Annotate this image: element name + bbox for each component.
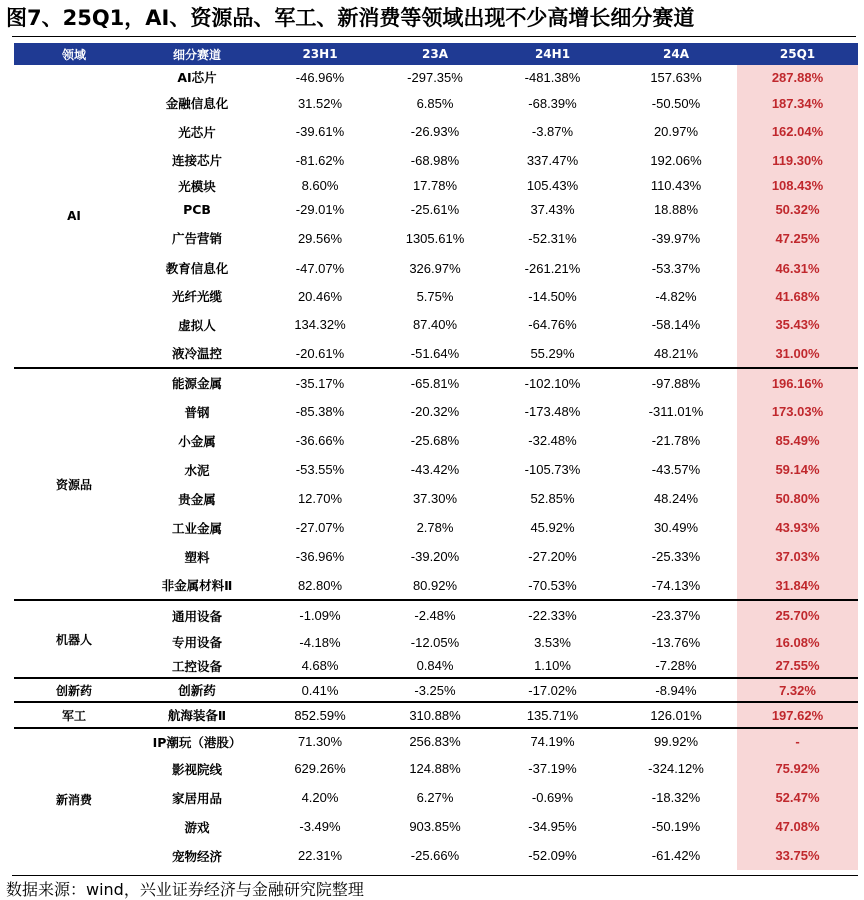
subsector-cell: IP潮玩（港股） [134,728,260,754]
value-cell: 37.43% [530,202,575,217]
table-row [14,310,858,339]
value-cell: -0.69% [531,790,574,805]
table-row [14,282,858,310]
value-cell: -47.07% [295,260,345,276]
value-cell: -58.14% [651,317,701,332]
subsector-cell: 小金属 [178,433,216,449]
subsector-cell: 工业金属 [171,520,222,536]
table-row [14,174,858,197]
value-cell: 337.47% [526,152,579,168]
domain-cell: 资源品 [14,368,134,600]
subsector-cell: 贵金属 [178,491,216,507]
subsector-cell: AI芯片 [177,70,217,85]
value-cell: -27.20% [528,549,577,564]
value-cell: -36.66% [295,433,345,448]
value-cell: 110.43% [650,178,702,193]
value-cell: -102.10% [490,368,615,397]
value-cell: -43.57% [651,462,701,477]
domain-cell: AI [67,209,81,223]
value-cell: -297.35% [407,69,463,85]
source-note: 数据来源：wind，兴业证券经济与金融研究院整理 [6,880,364,899]
value-cell: -81.62% [295,152,345,168]
domain-cell: 新消费 [14,728,134,870]
q1-value-cell: 75.92% [737,754,858,783]
domain-cell: 创新药 [14,678,134,702]
value-cell: -21.78% [651,433,701,448]
q1-value-cell: 85.49% [737,426,858,455]
value-cell: -27.07% [295,520,345,535]
value-cell: 1305.61% [405,230,465,246]
value-cell: -311.01% [648,404,704,419]
subsector-cell: 航海装备Ⅱ [134,702,260,728]
value-cell: 12.70% [297,491,343,506]
value-cell: 74.19% [490,728,615,754]
subsector-cell: 虚拟人 [178,317,216,333]
header-cell: 24A [615,43,737,65]
value-cell: -3.25% [380,678,490,702]
value-cell: 22.31% [297,848,343,863]
value-cell: -64.76% [528,317,577,332]
value-cell: -43.42% [410,462,460,477]
value-cell: 0.84% [416,658,454,673]
header-cell: 25Q1 [737,43,858,65]
value-cell: -17.02% [490,678,615,702]
value-cell: -46.96% [295,69,345,85]
table-row [14,89,858,117]
value-cell: -25.33% [651,549,701,564]
value-cell: -32.48% [528,433,577,448]
header-cell: 23A [380,43,490,65]
header-cell: 24H1 [490,43,615,65]
q1-value-cell: 37.03% [737,542,858,571]
subsector-cell: 宠物经济 [171,848,222,864]
value-cell: -65.81% [380,368,490,397]
value-cell: -97.88% [615,368,737,397]
q1-value-cell: 119.30% [737,146,858,174]
table-row [14,368,858,397]
value-cell: -25.68% [410,433,460,448]
table-row [14,841,858,870]
subsector-cell: 能源金属 [134,368,260,397]
q1-value-cell: 59.14% [737,455,858,484]
value-cell: -70.53% [528,577,577,593]
value-cell: 55.29% [530,345,575,361]
table-row [14,222,858,254]
q1-value-cell: 50.80% [737,484,858,513]
table-row [14,678,858,702]
subsector-cell: 普钢 [184,404,210,420]
table-row [14,197,858,222]
value-cell: -34.95% [528,819,577,834]
value-cell: 18.88% [653,202,699,217]
value-cell: -37.19% [528,761,577,776]
value-cell: -13.76% [651,634,701,650]
domain-cell: 军工 [14,702,134,728]
value-cell: 3.53% [534,634,571,650]
subsector-cell: 专用设备 [171,635,222,650]
q1-value-cell: 25.70% [737,600,858,630]
value-cell: -4.82% [655,288,697,304]
value-cell: -61.42% [651,848,701,863]
value-cell: -324.12% [648,761,704,776]
value-cell: -39.61% [295,124,345,139]
value-cell: -26.93% [410,124,460,139]
value-cell: -39.97% [651,230,701,246]
table-row [14,455,858,484]
subsector-cell: 光模块 [178,178,216,194]
value-cell: -25.61% [410,202,460,217]
table-row [14,65,858,89]
value-cell: 48.24% [653,491,699,506]
table-row [14,702,858,728]
value-cell: 29.56% [297,230,343,246]
table-row [14,513,858,542]
value-cell: -20.61% [295,345,345,361]
value-cell: -39.20% [410,549,460,564]
value-cell: 20.46% [297,288,343,304]
value-cell: 2.78% [416,520,454,535]
table-row [14,783,858,812]
value-cell: 6.27% [416,790,454,805]
value-cell: -50.50% [651,95,701,111]
value-cell: 105.43% [526,178,579,193]
table-row [14,117,858,146]
value-cell: -25.66% [410,848,460,863]
value-cell: 4.20% [301,790,339,805]
growth-table [14,43,858,870]
value-cell: 5.75% [416,288,454,304]
table-row [14,654,858,678]
subsector-cell: 连接芯片 [171,153,222,168]
subsector-cell: PCB [183,202,211,217]
value-cell: 134.32% [294,317,346,332]
value-cell: 99.92% [615,728,737,754]
value-cell: -481.38% [524,69,581,85]
q1-value-cell: 47.08% [737,812,858,841]
value-cell: 126.01% [615,702,737,728]
value-cell: -261.21% [524,260,581,276]
subsector-cell: 光纤光缆 [171,289,222,304]
subsector-cell: 水泥 [184,462,210,478]
bottom-divider [12,875,858,876]
value-cell: -52.31% [528,230,577,246]
table-row [14,812,858,841]
value-cell: -22.33% [490,600,615,630]
q1-value-cell: 16.08% [737,630,858,654]
value-cell: 256.83% [380,728,490,754]
subsector-cell: 非金属材料Ⅱ [161,578,233,593]
value-cell: 30.49% [653,520,699,535]
table-row [14,600,858,630]
q1-value-cell: 31.00% [737,339,858,368]
value-cell: 45.92% [530,520,575,535]
figure-title: 图7、25Q1，AI、资源品、军工、新消费等领域出现不少高增长细分赛道 [6,6,695,30]
header-cell: 领域 [14,43,134,65]
value-cell: -50.19% [651,819,701,834]
header-cell: 细分赛道 [134,43,260,65]
value-cell: -53.37% [651,260,701,276]
subsector-cell: 工控设备 [171,658,222,674]
q1-value-cell: 196.16% [737,368,858,397]
q1-value-cell: - [737,728,858,754]
subsector-cell: 影视院线 [171,761,222,777]
q1-value-cell: 35.43% [737,310,858,339]
q1-value-cell: 7.32% [737,678,858,702]
value-cell: -8.94% [615,678,737,702]
table-row [14,542,858,571]
value-cell: -3.87% [531,124,574,139]
value-cell: -7.28% [655,658,697,673]
value-cell: -12.05% [410,634,460,650]
table-row [14,146,858,174]
value-cell: -68.98% [410,152,460,168]
subsector-cell: 家居用品 [171,790,222,806]
q1-value-cell: 31.84% [737,571,858,600]
table-row [14,571,858,600]
value-cell: 37.30% [412,491,458,506]
value-cell: 157.63% [650,69,702,85]
q1-value-cell: 173.03% [737,397,858,426]
table-row [14,339,858,368]
value-cell: 6.85% [416,95,454,111]
title-divider [12,36,856,37]
value-cell: 310.88% [380,702,490,728]
q1-value-cell: 46.31% [737,254,858,282]
value-cell: -35.17% [260,368,380,397]
value-cell: 4.68% [301,658,339,673]
value-cell: -53.55% [295,462,345,477]
subsector-cell: 光芯片 [178,124,216,140]
value-cell: 326.97% [409,260,461,276]
subsector-cell: 广告营销 [171,231,222,246]
value-cell: 52.85% [530,491,575,506]
table-row [14,484,858,513]
q1-value-cell: 47.25% [737,222,858,254]
table-row [14,754,858,783]
q1-value-cell: 108.43% [737,174,858,197]
value-cell: 135.71% [490,702,615,728]
value-cell: 1.10% [534,658,571,673]
q1-value-cell: 287.88% [737,65,858,89]
header-cell: 23H1 [260,43,380,65]
value-cell: -20.32% [410,404,460,419]
table-row [14,254,858,282]
value-cell: 82.80% [297,577,343,593]
subsector-cell: 教育信息化 [165,261,229,276]
q1-value-cell: 52.47% [737,783,858,812]
value-cell: 31.52% [297,95,343,111]
value-cell: -2.48% [380,600,490,630]
subsector-cell: 游戏 [184,819,210,835]
value-cell: -4.18% [299,634,341,650]
table-body [14,65,858,870]
value-cell: -74.13% [651,577,701,593]
value-cell: -85.38% [295,404,345,419]
q1-value-cell: 41.68% [737,282,858,310]
q1-value-cell: 27.55% [737,654,858,678]
subsector-cell: 金融信息化 [165,96,229,111]
q1-value-cell: 197.62% [737,702,858,728]
value-cell: -36.96% [295,549,345,564]
value-cell: -14.50% [528,288,577,304]
table-row [14,397,858,426]
q1-value-cell: 162.04% [737,117,858,146]
domain-cell: 机器人 [14,600,134,678]
value-cell: -51.64% [410,345,460,361]
value-cell: -68.39% [528,95,577,111]
value-cell: 0.41% [260,678,380,702]
value-cell: 20.97% [653,124,699,139]
value-cell: -18.32% [651,790,701,805]
q1-value-cell: 187.34% [737,89,858,117]
value-cell: 852.59% [260,702,380,728]
subsector-cell: 塑料 [184,549,210,565]
value-cell: 80.92% [412,577,458,593]
value-cell: 17.78% [412,178,458,193]
q1-value-cell: 33.75% [737,841,858,870]
value-cell: -52.09% [528,848,577,863]
value-cell: -3.49% [299,819,341,834]
q1-value-cell: 50.32% [737,197,858,222]
table-row [14,426,858,455]
value-cell: -23.37% [615,600,737,630]
subsector-cell: 液冷温控 [171,346,222,361]
q1-value-cell: 43.93% [737,513,858,542]
value-cell: 71.30% [260,728,380,754]
value-cell: -1.09% [260,600,380,630]
value-cell: 124.88% [409,761,461,776]
subsector-cell: 通用设备 [134,600,260,630]
table-row [14,728,858,754]
value-cell: 903.85% [409,819,461,834]
value-cell: -173.48% [524,404,581,419]
value-cell: 48.21% [653,345,699,361]
table-row [14,630,858,654]
value-cell: 87.40% [412,317,458,332]
subsector-cell: 创新药 [134,678,260,702]
header-row [14,43,858,65]
value-cell: -29.01% [295,202,345,217]
value-cell: 8.60% [301,178,339,193]
value-cell: 629.26% [294,761,346,776]
value-cell: 192.06% [650,152,702,168]
value-cell: -105.73% [524,462,581,477]
